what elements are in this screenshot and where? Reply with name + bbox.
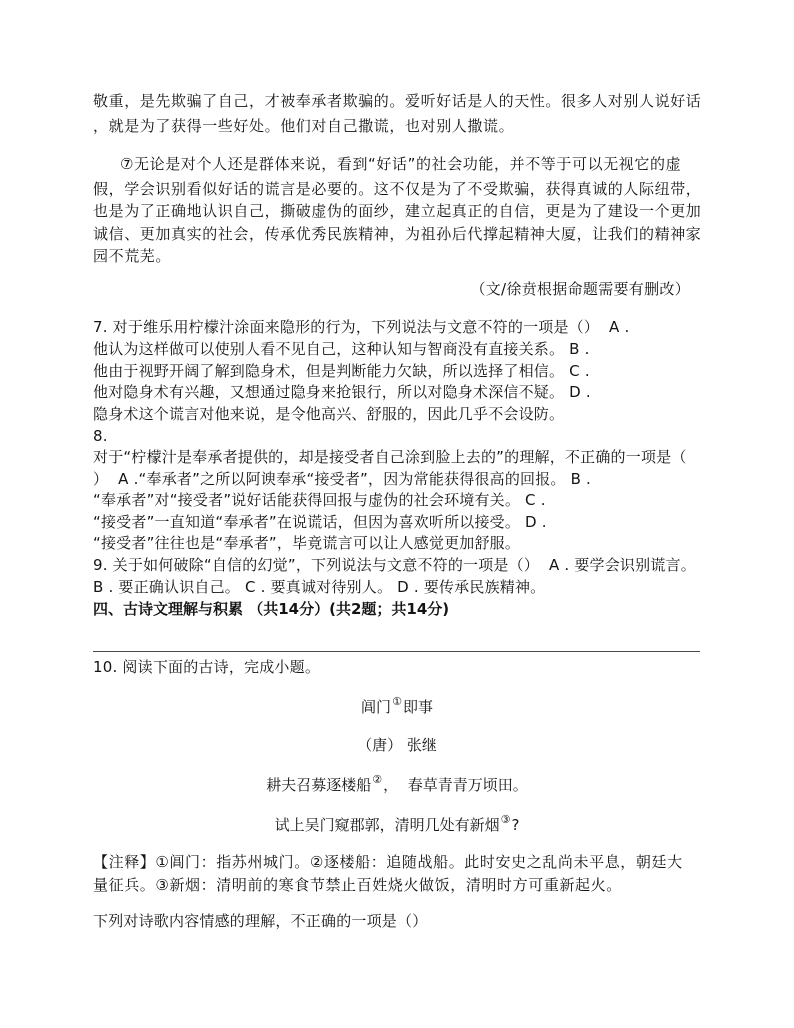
paragraph-6-line: 敬重，是先欺骗了自己，才被奉承者欺骗的。爱听好话是人的天性。很多人对别人说好话 [93,92,702,110]
poem-line-1 [0,775,794,797]
poem-title-text: 阊门 [361,698,392,716]
poem-line-text: ? [511,816,520,834]
q7-stem: 7. 对于维乐用柠檬汁涂面来隐形的行为，下列说法与文意不符的一项是（） A . [93,318,630,336]
poem-notes-line: 【注释】①阊门：指苏州城门。②逐楼船：追随战船。此时安史之乱尚未平息，朝廷大 [93,853,683,871]
poem-line-text: ， 春草青青万顷田。 [383,776,528,794]
q8-option-d: “接受者”往往也是“奉承者”，毕竟谎言可以让人感觉更加舒服。 [93,534,521,552]
footnote-marker: ② [372,773,383,786]
q10-prompt: 10. 阅读下面的古诗，完成小题。 [93,658,321,676]
paragraph-7-line: 假，学会识别看似好话的谎言是必要的。这不仅是为了不受欺骗，获得真诚的人际纽带， [93,180,702,198]
paragraph-7-line: 诚信、更加真实的社会，传承优秀民族精神，为祖孙后代撑起精神大厦，让我们的精神家 [93,225,702,243]
q7-option-d: 隐身术这个谎言对他来说，是令他高兴、舒服的，因此几乎不会设防。 [93,405,565,423]
q7-option-b: 他由于视野开阔了解到隐身术，但是判断能力欠缺，所以选择了相信。 C . [93,362,590,380]
q9-stem: 9. 关于如何破除“自信的幻觉”，下列说法与文意不符的一项是（） A . 要学会识别谎言。 [93,556,696,574]
poem-line-2 [0,815,794,837]
q8-option-a: ） A .“奉承者”之所以阿谀奉承“接受者”，因为常能获得很高的回报。 B . [93,470,592,488]
section-4-heading: 四、古诗文理解与积累 （共14分）(共2题；共14分) [93,600,450,618]
poem-title [0,697,794,719]
q8-option-b: “奉承者”对“接受者”说好话能获得回报与虚伪的社会环境有关。 C . [93,491,546,509]
poem-title-text: 即事 [402,698,433,716]
paragraph-6-line: ，就是为了获得一些好处。他们对自己撒谎，也对别人撒谎。 [93,117,515,135]
poem-author: （唐） 张继 [357,736,437,754]
q9-options: B . 要正确认识自己。 C . 要真诚对待别人。 D . 要传承民族精神。 [93,578,546,596]
q8-stem: 对于“柠檬汁是奉承者提供的，却是接受者自己涂到脸上去的”的理解，不正确的一项是（ [93,448,687,466]
q7-option-a: 他认为这样做可以使别人看不见自己，这种认知与智商没有直接关系。 B . [93,340,590,358]
section-divider [93,651,700,652]
poem-line-text: 试上吴门窥郡郭，清明几处有新烟 [274,816,500,834]
paragraph-7-line: ⑦无论是对个人还是群体来说，看到“好话”的社会功能，并不等于可以无视它的虚 [120,155,682,173]
paragraph-7-line: 也是为了正确地认识自己，撕破虚伪的面纱，建立起真正的自信，更是为了建设一个更加 [93,202,702,220]
footnote-marker: ③ [500,813,511,826]
q7-option-c: 他对隐身术有兴趣，又想通过隐身来抢银行，所以对隐身术深信不疑。 D . [93,383,591,401]
poem-notes-line: 量征兵。③新烟：清明前的寒食节禁止百姓烧火做饭，清明时方可重新起火。 [93,876,622,894]
q8-option-c: “接受者”一直知道“奉承者”在说谎话，但因为喜欢听所以接受。 D . [93,513,547,531]
footnote-marker: ① [392,695,402,708]
source-credit: （文/徐贲根据命题需要有删改） [470,280,690,298]
paragraph-7-line: 园不荒芜。 [93,247,172,265]
q10-subquestion: 下列对诗歌内容情感的理解，不正确的一项是（） [93,912,428,930]
poem-line-text: 耕夫召募逐楼船 [266,776,372,794]
q8-number: 8. [93,427,108,445]
